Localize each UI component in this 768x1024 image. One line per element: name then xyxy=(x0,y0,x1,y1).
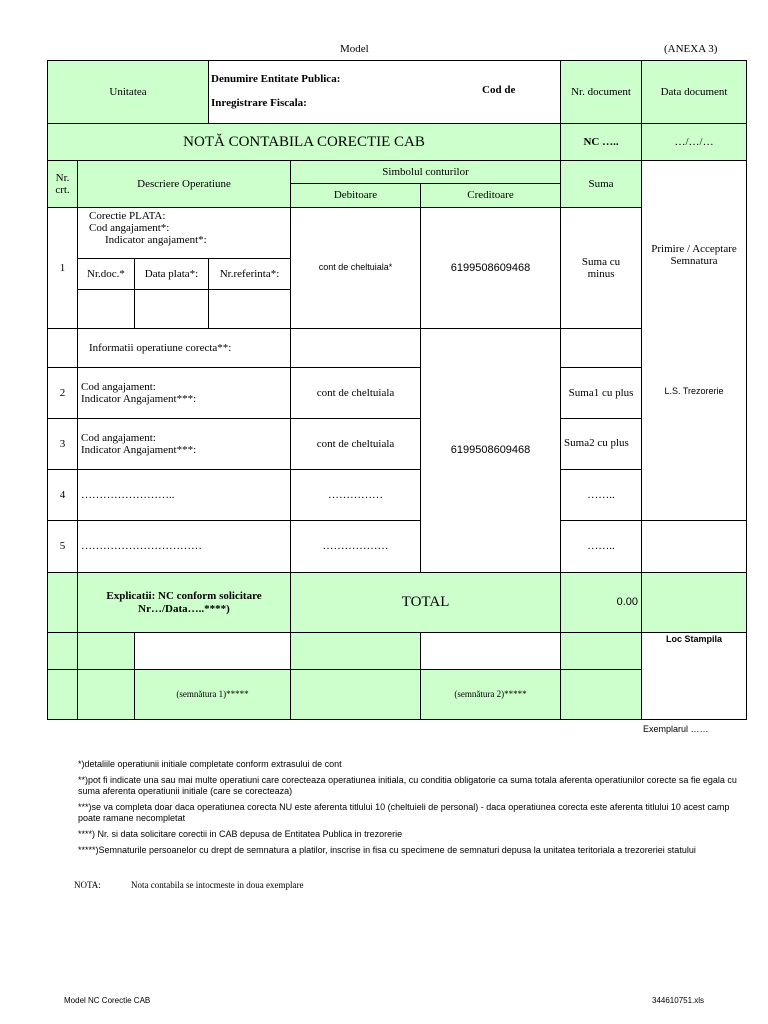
explicatii-line-2: Nr…/Data…..****) xyxy=(138,602,230,615)
footnotes xyxy=(78,759,748,861)
row-3-debit[interactable]: cont de cheltuiala xyxy=(291,419,421,470)
sig-row-b-c2 xyxy=(78,670,135,720)
debitoare-header: Debitoare xyxy=(291,184,421,208)
descriere-header: Descriere Operatiune xyxy=(78,161,291,208)
footnote-4: ****) Nr. si data solicitare corectii in CAB depusa de Entitatea Publica in trezorerie xyxy=(78,829,403,839)
nr-doc-input[interactable] xyxy=(78,290,135,329)
nota-text: Nota contabila se intocmeste in doua exemplare xyxy=(131,880,304,890)
total-value: 0.00 xyxy=(561,573,642,633)
row-2-indicator: Indicator Angajament***: xyxy=(81,393,197,405)
merged-credit[interactable]: 6199508609468 xyxy=(421,329,561,573)
anexa-label: (ANEXA 3) xyxy=(664,43,718,55)
info-label: Informatii operatiune corecta**: xyxy=(89,341,232,354)
data-plata-label: Data plata*: xyxy=(135,259,209,290)
info-debit-cell[interactable] xyxy=(291,329,421,368)
footer-right: 344610751.xls xyxy=(652,996,705,1005)
row-5-description[interactable]: …………………………… xyxy=(78,521,291,573)
entitate-cell[interactable] xyxy=(209,61,561,124)
row-4-description[interactable]: …………………….. xyxy=(78,470,291,521)
data-document-cell xyxy=(642,61,747,124)
row-2-number: 2 xyxy=(48,368,78,419)
sig-row-a-c7 xyxy=(561,633,642,670)
nr-referinta-input[interactable] xyxy=(209,290,291,329)
sig-row-a-c1 xyxy=(48,633,78,670)
footnote-2: **)pot fi indicate una sau mai multe operatiuni care corecteaza operatiunea initiala, cu conditia obligatorie ca suma totala aferenta operatiunilor corecte sa fie egala cu suma aferenta operatiunii initiale (care se corecteaza) xyxy=(78,775,737,796)
explicatii-line-1: Explicatii: NC conform solicitare xyxy=(106,590,262,603)
row-4-debit[interactable]: …………… xyxy=(291,470,421,521)
row-3-number: 3 xyxy=(48,419,78,470)
row-1-description[interactable] xyxy=(78,208,291,259)
explicatii-number-cell xyxy=(48,573,78,633)
suma-header: Suma xyxy=(561,161,642,208)
signature-column[interactable] xyxy=(642,161,747,521)
row-2-debit[interactable]: cont de cheltuiala xyxy=(291,368,421,419)
unitatea-label: Unitatea xyxy=(109,85,147,98)
info-suma-cell[interactable] xyxy=(561,329,642,368)
sig-row-b-c5 xyxy=(291,670,421,720)
row-3-indicator: Indicator Angajament***: xyxy=(81,444,197,456)
row-5-number: 5 xyxy=(48,521,78,573)
sig-1-area[interactable] xyxy=(135,633,291,670)
loc-stampila[interactable]: Loc Stampila xyxy=(642,633,747,720)
row-1-number: 1 xyxy=(48,208,78,329)
row-5-debit[interactable]: ……………… xyxy=(291,521,421,573)
form-title: NOTĂ CONTABILA CORECTIE CAB xyxy=(48,124,561,161)
row-1-debit[interactable]: cont de cheltuiala* xyxy=(291,208,421,329)
nota-label: NOTA: xyxy=(74,880,101,890)
data-document-label: Data document xyxy=(660,85,728,98)
unitatea-cell xyxy=(48,61,209,124)
nr-crt-header: Nr. crt. xyxy=(48,161,78,208)
nr-document-label: Nr. document xyxy=(571,85,631,98)
explicatii-cell[interactable] xyxy=(78,573,291,633)
sig-row-a-c5 xyxy=(291,633,421,670)
date-field[interactable]: …/…/… xyxy=(642,124,747,161)
semnatura-1-label: (semnătura 1)***** xyxy=(135,670,291,720)
footnote-5: *****)Semnaturile persoanelor cu drept de semnatura a platilor, inscrise in fisa cu specimene de semnaturi depusa la unitatea teritoriala a trezoreriei statului xyxy=(78,845,696,855)
inregistrare-label: Inregistrare Fiscala: xyxy=(211,97,307,109)
row-2-cod-angajament: Cod angajament: xyxy=(81,380,156,393)
cod-de-label: Cod de xyxy=(482,84,516,96)
data-plata-input[interactable] xyxy=(135,290,209,329)
nr-doc-label: Nr.doc.* xyxy=(78,259,135,290)
cod-angajament-label: Cod angajament*: xyxy=(89,222,170,235)
primire-label: Primire / Acceptare Semnatura xyxy=(651,243,737,268)
model-label: Model xyxy=(340,43,369,55)
sig-2-area[interactable] xyxy=(421,633,561,670)
nr-document-cell xyxy=(561,61,642,124)
total-label: TOTAL xyxy=(291,573,561,633)
nota-contabila-form xyxy=(47,60,747,720)
row-1-credit[interactable]: 6199508609468 xyxy=(421,208,561,329)
row-5-suma[interactable]: …….. xyxy=(561,521,642,573)
row-3-cod-angajament: Cod angajament: xyxy=(81,431,156,444)
ls-trezorerie-label: L.S. Trezorerie xyxy=(664,386,724,396)
row-4-number: 4 xyxy=(48,470,78,521)
sig-row-a-c2 xyxy=(78,633,135,670)
nr-referinta-label: Nr.referinta*: xyxy=(209,259,291,290)
row-4-suma[interactable]: …….. xyxy=(561,470,642,521)
footnote-3: ***)se va completa doar daca operatiunea corecta NU este aferenta titlului 10 (cheltuieli de personal) - daca operatiunea corecta este aferenta titlului 10 acest camp poate ramane necompletat xyxy=(78,802,730,823)
exemplarul-label: Exemplarul …… xyxy=(643,724,709,734)
nc-field[interactable]: NC ….. xyxy=(561,124,642,161)
row-3-description[interactable] xyxy=(78,419,291,470)
row-2-suma[interactable]: Suma1 cu plus xyxy=(561,368,642,419)
info-number-cell xyxy=(48,329,78,368)
creditoare-header: Creditoare xyxy=(421,184,561,208)
info-label-cell xyxy=(78,329,291,368)
simbol-header: Simbolul conturilor xyxy=(291,161,561,184)
sig-row-b-c1 xyxy=(48,670,78,720)
denumire-label: Denumire Entitate Publica: xyxy=(211,73,341,85)
row-3-suma[interactable]: Suma2 cu plus xyxy=(561,419,642,470)
nota-row xyxy=(74,880,303,890)
indicator-angajament-label: Indicator angajament*: xyxy=(105,234,207,247)
minus-label: minus xyxy=(587,268,615,280)
row-2-description[interactable] xyxy=(78,368,291,419)
semnatura-2-label: (semnătura 2)***** xyxy=(421,670,561,720)
footnote-1: *)detaliile operatiunii initiale completate conform extrasului de cont xyxy=(78,759,342,769)
suma-cu-label: Suma cu xyxy=(581,255,621,268)
sig-row-b-c7 xyxy=(561,670,642,720)
row-1-suma[interactable] xyxy=(561,208,642,329)
total-sign-cell xyxy=(642,573,747,633)
footer-left: Model NC Corectie CAB xyxy=(64,996,151,1005)
corectie-plata-label: Corectie PLATA: xyxy=(89,210,166,222)
